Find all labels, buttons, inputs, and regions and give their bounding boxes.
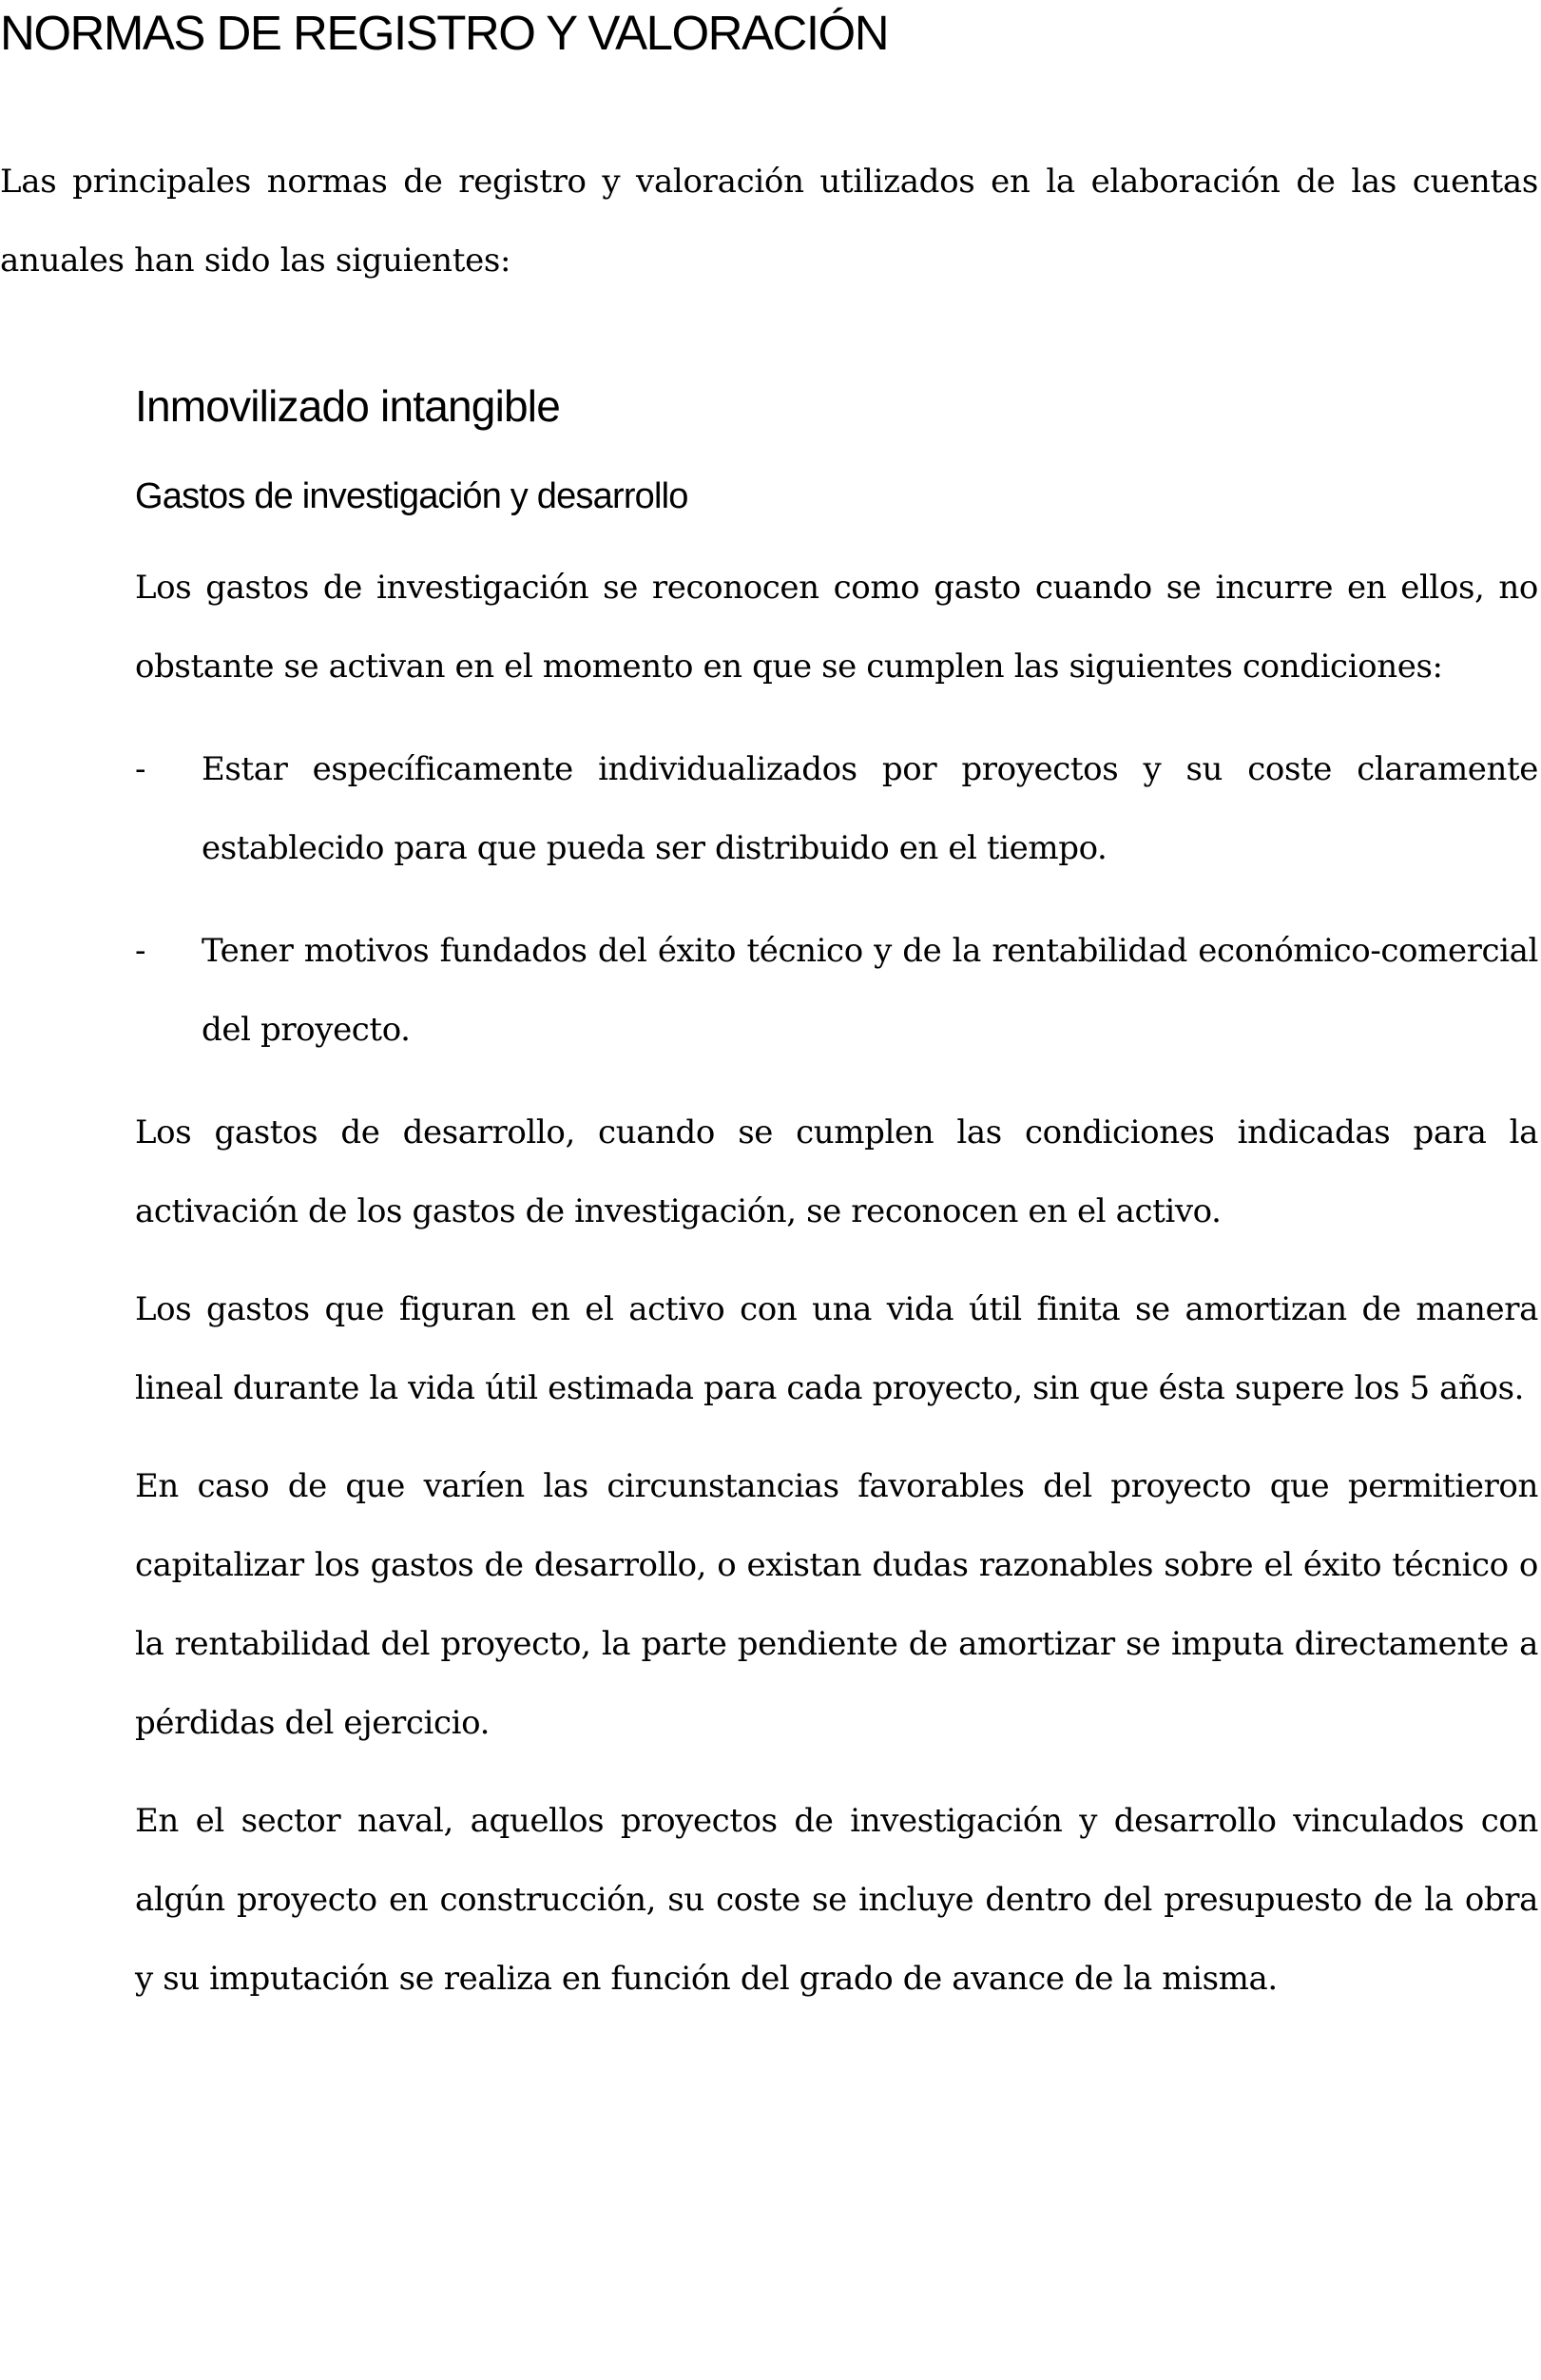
paragraph-research-costs: Los gastos de investigación se reconocen como gasto cuando se incurre en ellos, no obstante se activan en el momento en que se cumplen las siguientes condiciones: xyxy=(135,569,1538,686)
paragraph-amortization: Los gastos que figuran en el activo con una vida útil finita se amortizan de manera lineal durante la vida útil estimada para cada proyecto, sin que ésta supere los 5 años. xyxy=(135,1290,1538,1407)
paragraph-circumstances: En caso de que varíen las circunstancias favorables del proyecto que permitieron capitalizar los gastos de desarrollo, o existan dudas razonables sobre el éxito técnico o la rentabilidad del proyecto, la parte pendiente de amortizar se imputa directamente a pérdidas del ejercicio. xyxy=(135,1467,1538,1742)
section-inmovilizado-intangible xyxy=(135,373,1538,2019)
list-item-text: Estar específicamente individualizados por proyectos y su coste claramente establecido para que pueda ser distribuido en el tiempo. xyxy=(202,750,1538,867)
intro-paragraph: Las principales normas de registro y valoración utilizados en la elaboración de las cuentas anuales han sido las siguientes: xyxy=(0,163,1538,280)
conditions-list xyxy=(135,730,1538,1070)
section-heading: Inmovilizado intangible xyxy=(135,381,560,431)
dash-bullet-icon: - xyxy=(135,932,146,970)
dash-bullet-icon: - xyxy=(135,750,146,788)
list-item xyxy=(135,730,1538,888)
paragraph-development-costs: Los gastos de desarrollo, cuando se cumplen las condiciones indicadas para la activación de los gastos de investigación, se reconocen en el activo. xyxy=(135,1113,1538,1230)
subsection-heading: Gastos de investigación y desarrollo xyxy=(135,476,688,516)
paragraph-naval-sector: En el sector naval, aquellos proyectos de investigación y desarrollo vinculados con algún proyecto en construcción, su coste se incluye dentro del presupuesto de la obra y su imputación se realiza en función del grado de avance de la misma. xyxy=(135,1802,1538,1998)
list-item-text: Tener motivos fundados del éxito técnico y de la rentabilidad económico-comercial del proyecto. xyxy=(202,932,1538,1049)
list-item xyxy=(135,912,1538,1070)
page-title: NORMAS DE REGISTRO Y VALORACIÓN xyxy=(0,6,889,60)
